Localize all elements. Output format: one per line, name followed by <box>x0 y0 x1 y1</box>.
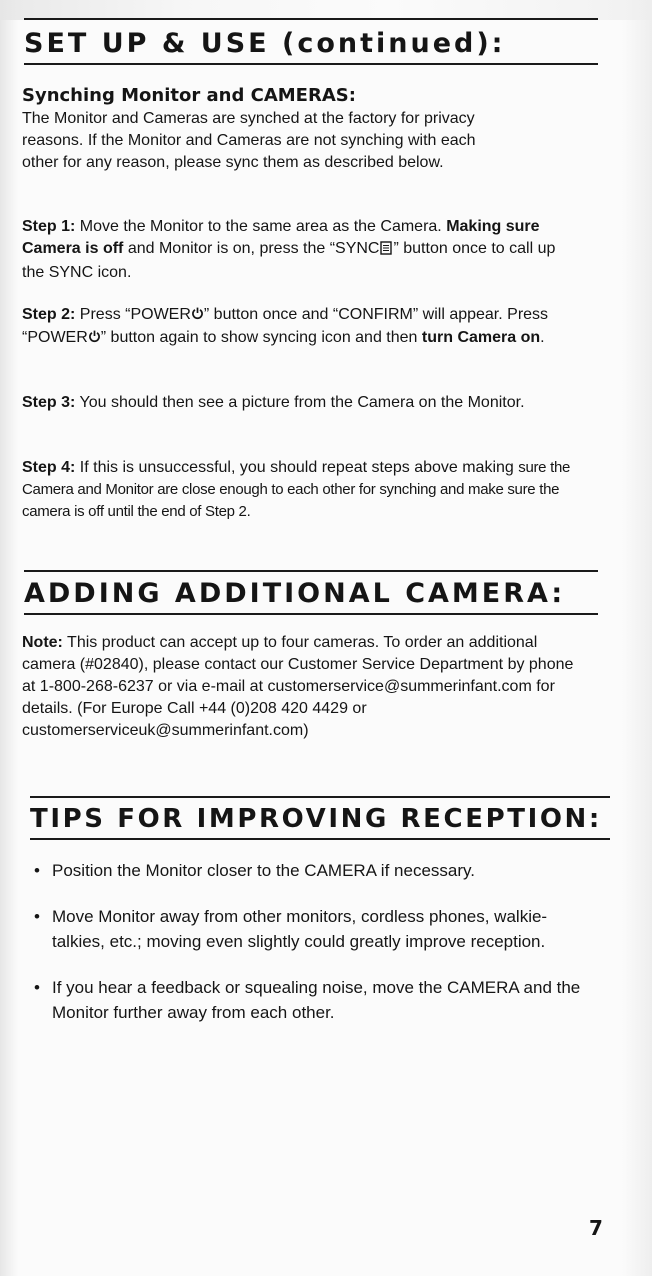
step-4-label: Step 4: <box>22 459 76 476</box>
tip-text: If you hear a feedback or squealing noise, move the CAMERA and the Monitor further away from each other. <box>52 978 581 1022</box>
step-1-emphasis: Making sure Camera is off <box>22 218 540 257</box>
syncing-section <box>22 84 594 174</box>
bullet-icon: • <box>34 907 40 926</box>
sync-button-icon <box>380 240 392 262</box>
bullet-icon: • <box>34 861 40 880</box>
paper-shading-left <box>0 0 18 1276</box>
tip-text: Move Monitor away from other monitors, cordless phones, walkie-talkies, etc.; moving even slightly could greatly improve reception. <box>52 907 548 951</box>
step-4-text-b: sure the Camera and Monitor are close enough to each other for synching and make sure the camera is off until the end of Step 2. <box>22 459 571 520</box>
section-title-adding-camera: ADDING ADDITIONAL CAMERA: <box>24 570 598 615</box>
step-2 <box>22 304 582 350</box>
step-1-text-c: ” button once to call up the SYNC icon. <box>22 240 556 281</box>
step-2-text-c: ” button again to show syncing icon and then <box>100 329 422 346</box>
tip-text: Position the Monitor closer to the CAMERA if necessary. <box>52 861 475 880</box>
step-2-label: Step 2: <box>22 306 76 323</box>
step-2-emphasis: turn Camera on <box>421 329 541 346</box>
step-4-text-a: If this is unsuccessful, you should repeat steps above making <box>75 459 519 476</box>
power-icon <box>191 305 204 327</box>
step-1-label: Step 1: <box>22 218 76 235</box>
step-1 <box>22 216 582 284</box>
list-item <box>34 904 594 954</box>
section-title-reception-tips: TIPS FOR IMPROVING RECEPTION: <box>30 796 610 840</box>
step-1-text-b: and Monitor is on, press the “SYNC <box>123 240 380 257</box>
step-2-text-d: . <box>540 329 545 346</box>
paper-shading-top <box>0 0 652 20</box>
note-label: Note: <box>22 634 63 651</box>
syncing-heading: Synching Monitor and CAMERAS: <box>22 85 356 106</box>
step-3-text: You should then see a picture from the Camera on the Monitor. <box>75 394 525 411</box>
list-item <box>34 858 594 883</box>
note-text: This product can accept up to four cameras. To order an additional camera (#02840), please contact our Customer Service Department by phone at 1-800-268-6237 or via e-mail at customerservice@summerinfant.com for details. (For Europe Call +44 (0)208 420 4429 or customerserviceuk@summerinfant.com) <box>22 634 574 739</box>
note-paragraph <box>22 632 582 742</box>
step-3-label: Step 3: <box>22 394 76 411</box>
step-4 <box>22 457 597 523</box>
step-1-text-a: Move the Monitor to the same area as the Camera. <box>75 218 447 235</box>
paper-shading-right <box>622 0 652 1276</box>
list-item <box>34 975 594 1025</box>
step-2-text-a: Press “POWER <box>75 306 191 323</box>
syncing-paragraph: The Monitor and Cameras are synched at the factory for privacy reasons. If the Monitor and Cameras are not synching with each other for any reason, please sync them as described below. <box>22 110 476 171</box>
power-icon <box>88 328 101 350</box>
bullet-icon: • <box>34 978 40 997</box>
page-number: 7 <box>589 1216 603 1240</box>
step-2-text-b: ” button once and “CONFIRM” will appear. Press “POWER <box>22 306 549 346</box>
tips-list <box>34 858 594 1046</box>
section-title-setup-use: SET UP & USE (continued): <box>24 18 598 65</box>
step-3 <box>22 392 562 414</box>
